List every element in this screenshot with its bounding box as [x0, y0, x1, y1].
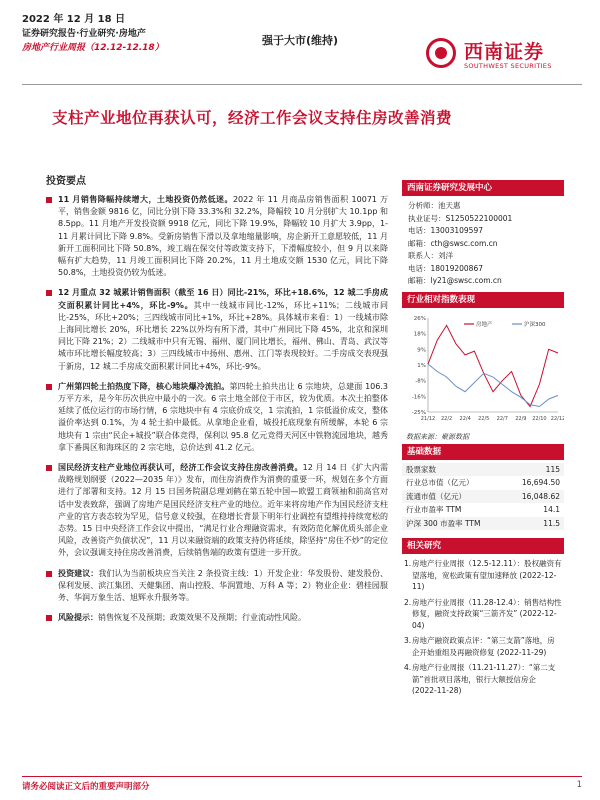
chart-svg	[402, 312, 564, 430]
report-category: 证券研究报告·行业研究·房地产	[22, 29, 146, 39]
table-row: 行业总市值（亿元） 16,694.50	[406, 478, 560, 487]
x-tick-label: 22/5	[478, 415, 490, 422]
chart-header: 行业相对指数表现	[402, 292, 564, 308]
key-point-paragraph: 12 月重点 32 城累计销售面积（截至 16 日）同比-21%，环比+18.6%，12 城二手房成交面积累计同比+4%，环比-9%。其中一线城市同比-12%，环比+11%；二线城市同比-25%，环比+20%；三四线城市同比+1%，环比+28%。具体城市来看：1）一线城市除上海同比增长 20%，环比增长 22%以外均有所下滑，其中广州同比下降 45%，北京和深圳同比下降 21%；2）二线城市中只有无锡、福州、厦门同比增长，福州、佛山、青岛、武汉等城市环比增长幅度较高；3）三四线城市中扬州、惠州、江门等表现较好。二手房成交表现强于新房，12 城二手房成交面积累计同比+4%，环比-9%。	[46, 287, 388, 372]
analyst-line: 分析师：池天惠	[408, 201, 461, 210]
key-point-paragraph: 投资建议：我们认为当前板块应当关注 2 条投资主线：1）开发企业：华发股份、建发股份、保利发展、滨江集团、天健集团、南山控股、华润置地、万科 A 等；2）物业企业：碧桂园服务、华润万象生活、旭辉永升服务等。	[46, 568, 388, 605]
key-point-paragraph: 11 月销售降幅持续增大，土地投资仍然低迷。2022 年 11 月商品房销售面积 10071 万平，销售金额 9816 亿，同比分别下降 33.3%和 32.2%，降幅较 10 月分别扩大 10.1pp 和 8.5pp。11 月地产开发投资额 9918 亿元，同比下降 19.9%，降幅较 10 月扩大 3.9pp，1-11 月累计同比下降 9.8%。受新房销售下滑以及拿地缩量影响，房企新开工意愿较低，11 月新开工面积同比下降 50.8%，竣工端在保交付等政策支持下，下滑幅度较小，但 9 月以来降幅有扩大趋势，11 月竣工面积同比下降 20.2%，11 月土地成交额 1530 亿元，同比下降 50.8%，土地投资仍较为低迷。	[46, 194, 388, 279]
bullet-square-icon	[46, 465, 52, 471]
analyst-line: 电话：13003109597	[408, 226, 483, 235]
bullet-square-icon	[46, 571, 52, 577]
analyst-line[interactable]: 邮箱：cth@swsc.com.cn	[408, 238, 498, 248]
x-tick-label: 22/12	[550, 415, 564, 422]
logo-text-en: SOUTHWEST SECURITIES	[464, 62, 552, 70]
basic-data-header: 基础数据	[402, 444, 564, 460]
table-row: 股票家数 115	[402, 463, 564, 477]
legend-label: 房地产	[476, 321, 493, 328]
main-content	[46, 172, 388, 633]
analyst-line[interactable]: 邮箱：ly21@swsc.com.cn	[408, 276, 502, 285]
footer-divider	[22, 776, 582, 777]
analyst-line: 联系人：刘洋	[408, 251, 453, 260]
y-tick-label: -16%	[411, 393, 426, 400]
x-tick-label: 22/2	[440, 415, 453, 422]
report-series: 房地产行业周报（12.12-12.18）	[22, 43, 164, 53]
y-tick-label: 9%	[417, 346, 426, 353]
key-point-paragraph: 国民经济支柱产业地位再获认可，经济工作会议支持住房改善消费。12 月 14 日《扩大内需战略规划纲要（2022—2035 年）》发布，而住房消费作为消费的重要一环，规划在多个方面进行了部署和支持。12 月 15 日国务院副总理刘鹤在第五轮中国—欧盟工商领袖和前高官对话中发表致辞，强调了房地产是国民经济支柱产业的地位。近年来将房地产作为国民经济支柱产业的官方表态较为罕见，信号意义较强，在稳增长背景下明年行业调控有望维持持续宽松的态势。15 日中央经济工作会议中提出，“满足行业合理融资需求，有效防范化解优质头部企业风险，改善资产负债状况”，11 月以来融资端的政策支持仍将延续，除坚持“房住不炒”的定位外，会议强调支持住房改善消费，后续销售端的政策有望进一步开放。	[46, 462, 388, 560]
x-tick-label: 22/4	[459, 415, 471, 422]
list-item[interactable]: 4. 房地产行业周报（11.21-11.27）：“第二支箭”首批项目落地，银行大额授信房企 (2022-11-28)	[404, 663, 556, 695]
legend-label: 沪深300	[524, 321, 546, 328]
bullet-square-icon	[46, 197, 52, 203]
y-tick-label: 18%	[413, 331, 426, 338]
company-logo	[426, 36, 586, 76]
team-header: 西南证券研究发展中心	[402, 180, 564, 196]
bullet-square-icon	[46, 384, 52, 390]
sidebar	[402, 180, 564, 701]
analyst-line: 执业证号：S1250522100001	[408, 213, 513, 223]
x-tick-label: 22/9	[515, 415, 527, 422]
y-tick-label: -25%	[411, 409, 426, 416]
page-number: 1	[576, 780, 582, 790]
x-tick-label: 22/10	[532, 415, 547, 422]
list-item[interactable]: 1. 房地产行业周报（12.5-12.11）：股权融资有望落地，宽松政策有望加速释放 (2022-12-11)	[404, 559, 562, 591]
table-row: 行业市盈率 TTM 14.1	[406, 505, 560, 514]
key-point-paragraph: 广州第四轮土拍热度下降，核心地块爆冷流拍。第四轮土拍共出让 6 宗地块，总建面 106.3 万平方米，是今年历次供应中最小的一次。6 宗土地全部位于市区，较为优质。本次土拍整体延续了低位运行的市场行情，6 宗地块中有 4 宗底价成交，1 宗流拍，1 宗低溢价成交，整体溢价率达到 0.1%，为 4 轮土拍中最低。从拿地企业看，城投托底现象有所缓解，本轮 6 宗地块有 1 宗由“民企+城投”联合体竞得，保利以 95.8 亿元竞得天河区中铁物流园地块，越秀拿下番禺区和海珠区的 2 宗宅地，总价达到 41.2 亿元。	[46, 381, 388, 454]
logo-text-cn: 西南证券	[464, 41, 545, 63]
logo-mark-icon	[426, 38, 456, 68]
list-item[interactable]: 2. 房地产行业周报（11.28-12.4）：销售结构性修复，融资支持政策“三箭齐发” (2022-12-04)	[404, 597, 562, 630]
x-tick-label: 21/12	[420, 415, 436, 422]
bullet-square-icon	[46, 615, 52, 621]
header-meta	[22, 12, 222, 55]
x-tick-label: 22/7	[496, 415, 508, 422]
footer-disclaimer: 请务必阅读正文后的重要声明部分	[22, 782, 150, 792]
list-item[interactable]: 3. 房地产融资政策点评：“第三支箭”落地，房企开始重组及再融资修复 (2022-11-29)	[404, 636, 555, 657]
report-date: 2022 年 12 月 18 日	[22, 14, 126, 25]
chart-source: 数据来源：聚源数据	[406, 432, 469, 441]
table-row: 流通市值（亿元） 16,048.62	[402, 490, 564, 504]
y-tick-label: 26%	[413, 315, 426, 322]
analyst-line: 电话：18019200867	[408, 263, 483, 273]
header-divider	[22, 84, 582, 85]
related-header: 相关研究	[402, 538, 564, 554]
basic-data-table	[402, 463, 564, 531]
bullet-square-icon	[46, 290, 52, 296]
y-tick-label: 1%	[417, 362, 426, 369]
series-line-0	[428, 325, 558, 406]
section-title: 投资要点	[46, 176, 86, 187]
analyst-info	[402, 196, 564, 292]
report-title: 支柱产业地位再获认可，经济工作会议支持住房改善消费	[52, 109, 453, 127]
key-point-paragraph: 风险提示：销售恢复不及预期；政策效果不及预期；行业流动性风险。	[46, 612, 388, 624]
table-row: 沪深 300 市盈率 TTM 11.5	[402, 517, 564, 531]
industry-rating: 强于大市(维持)	[262, 34, 339, 47]
y-tick-label: -8%	[415, 378, 426, 385]
related-list	[402, 554, 564, 697]
relative-index-chart	[402, 312, 564, 430]
